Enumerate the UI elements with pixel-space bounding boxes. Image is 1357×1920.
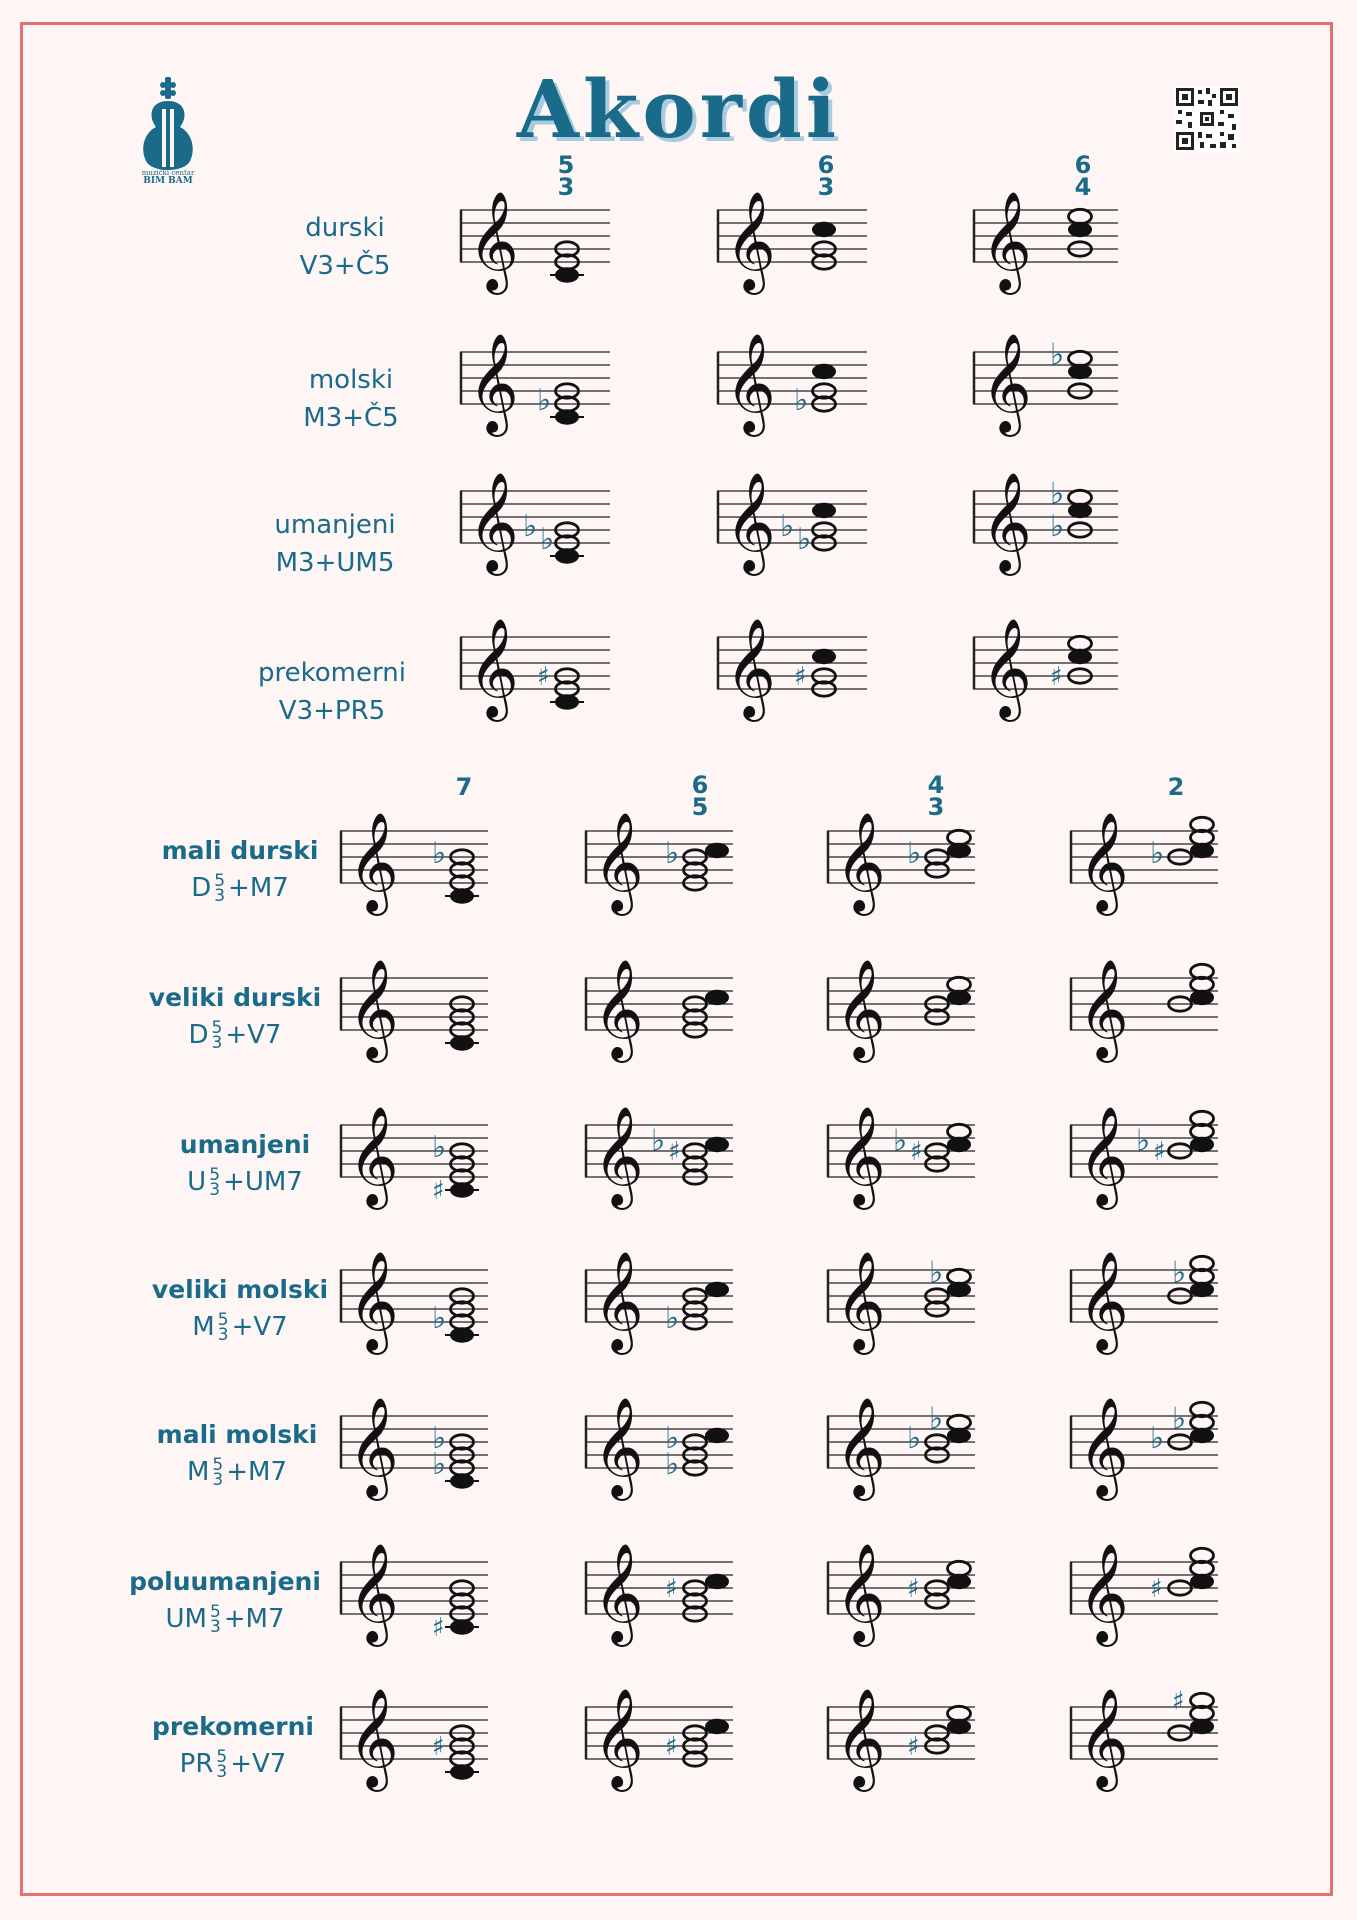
whole-note: [1069, 351, 1092, 365]
chord-staff: [585, 1647, 773, 1847]
treble-clef-icon: 𝄞: [348, 1688, 399, 1788]
flat-icon: ♭: [665, 1421, 680, 1456]
seventh-row-label: poluumanjeni UM 5 3 +M7: [129, 1567, 321, 1637]
treble-clef-icon: 𝄞: [348, 1251, 399, 1351]
sharp-icon: ♯: [665, 1574, 678, 1604]
sharp-icon: ♯: [432, 1176, 445, 1206]
flat-icon: ♭: [929, 1401, 944, 1437]
treble-clef-icon: 𝄞: [348, 959, 399, 1059]
flat-icon: ♭: [893, 1123, 908, 1159]
whole-note: [706, 843, 729, 857]
treble-clef-icon: 𝄞: [725, 333, 776, 433]
seventh-row-label: veliki durski D 5 3 +V7: [148, 983, 322, 1053]
flat-icon: ♭: [794, 383, 809, 418]
treble-clef-icon: 𝄞: [468, 333, 519, 433]
figure-label: 6 4: [1074, 151, 1092, 201]
seventh-row-label: mali molski M 5 3 +M7: [156, 1420, 318, 1490]
treble-clef-icon: 𝄞: [1078, 1106, 1129, 1206]
logo-line2: BIM BAM: [143, 176, 193, 187]
treble-clef-icon: 𝄞: [348, 1106, 399, 1206]
whole-note: [948, 1124, 971, 1138]
flat-icon: ♭: [1150, 1421, 1165, 1456]
treble-clef-icon: 𝄞: [981, 333, 1032, 433]
whole-note: [813, 503, 836, 517]
treble-clef-icon: 𝄞: [981, 191, 1032, 291]
qr-code-icon: [1174, 86, 1240, 152]
treble-clef-icon: 𝄞: [468, 618, 519, 718]
treble-clef-icon: 𝄞: [725, 618, 776, 718]
flat-icon: ♭: [1136, 1123, 1151, 1159]
whole-note: [948, 830, 971, 844]
treble-clef-icon: 𝄞: [468, 472, 519, 572]
treble-clef-icon: 𝄞: [1078, 1543, 1129, 1643]
treble-clef-icon: 𝄞: [348, 812, 399, 912]
treble-clef-icon: 𝄞: [593, 959, 644, 1059]
treble-clef-icon: 𝄞: [593, 1688, 644, 1788]
flat-icon: ♭: [432, 1130, 447, 1165]
sharp-icon: ♯: [910, 1137, 923, 1167]
flat-icon: ♭: [540, 522, 555, 557]
sharp-icon: ♯: [668, 1137, 681, 1167]
logo-text: [118, 170, 218, 187]
sharp-icon: ♯: [537, 662, 550, 692]
seventh-row-label: mali durski D 5 3 +M7: [161, 836, 319, 906]
flat-icon: ♭: [907, 1421, 922, 1456]
figure-label: 2: [1167, 773, 1185, 801]
triad-row-label: prekomerni V3+PR5: [258, 658, 406, 726]
treble-clef-icon: 𝄞: [1078, 959, 1129, 1059]
flat-icon: ♭: [432, 836, 447, 871]
treble-clef-icon: 𝄞: [835, 1688, 886, 1788]
page-title: Akordi: [516, 62, 841, 156]
flat-icon: ♭: [797, 522, 812, 557]
chord-staff: [717, 577, 907, 777]
whole-note: [948, 1269, 971, 1283]
figure-label: 6 3: [817, 151, 835, 201]
triad-row-label: durski V3+Č5: [299, 213, 391, 281]
treble-clef-icon: 𝄞: [835, 959, 886, 1059]
chord-staff: [1070, 1647, 1258, 1847]
treble-clef-icon: 𝄞: [1078, 1397, 1129, 1497]
treble-clef-icon: 𝄞: [835, 812, 886, 912]
whole-note: [706, 990, 729, 1004]
whole-note: [948, 1706, 971, 1720]
figure-label: 4 3: [927, 771, 945, 821]
flat-icon: ♭: [1050, 476, 1065, 512]
whole-note: [1069, 636, 1092, 650]
flat-icon: ♭: [432, 1421, 447, 1456]
treble-clef-icon: 𝄞: [981, 472, 1032, 572]
treble-clef-icon: 𝄞: [725, 191, 776, 291]
sharp-icon: ♯: [432, 1732, 445, 1762]
figure-label: 5 3: [557, 151, 575, 201]
treble-clef-icon: 𝄞: [593, 1543, 644, 1643]
flat-icon: ♭: [432, 1447, 447, 1482]
seventh-row-label: umanjeni U 5 3 +UM7: [179, 1130, 311, 1200]
sharp-icon: ♯: [794, 662, 807, 692]
treble-clef-icon: 𝄞: [1078, 1251, 1129, 1351]
treble-clef-icon: 𝄞: [593, 812, 644, 912]
seventh-row-label: prekomerni PR 5 3 +V7: [151, 1712, 314, 1782]
flat-icon: ♭: [1172, 1401, 1187, 1437]
chord-staff: [827, 1647, 1015, 1847]
flat-icon: ♭: [907, 836, 922, 871]
treble-clef-icon: 𝄞: [725, 472, 776, 572]
treble-clef-icon: 𝄞: [835, 1106, 886, 1206]
whole-note: [813, 649, 836, 663]
sharp-icon: ♯: [1050, 662, 1063, 692]
sharp-icon: ♯: [665, 1732, 678, 1762]
sharp-icon: ♯: [1153, 1137, 1166, 1167]
figure-label: 7: [455, 773, 473, 801]
figure-label: 6 5: [691, 771, 709, 821]
treble-clef-icon: 𝄞: [468, 191, 519, 291]
chord-staff: [340, 1647, 528, 1847]
whole-note: [948, 1415, 971, 1429]
sharp-icon: ♯: [1172, 1686, 1185, 1717]
flat-icon: ♭: [665, 1301, 680, 1336]
flat-icon: ♭: [665, 1447, 680, 1482]
flat-icon: ♭: [1050, 337, 1065, 373]
sharp-icon: ♯: [907, 1574, 920, 1604]
treble-clef-icon: 𝄞: [1078, 1688, 1129, 1788]
triad-row-label: molski M3+Č5: [303, 365, 399, 433]
sharp-icon: ♯: [1150, 1574, 1163, 1604]
seventh-row-label: veliki molski M 5 3 +V7: [151, 1275, 329, 1345]
whole-note: [813, 222, 836, 236]
treble-clef-icon: 𝄞: [981, 618, 1032, 718]
flat-icon: ♭: [665, 836, 680, 871]
treble-clef-icon: 𝄞: [1078, 812, 1129, 912]
treble-clef-icon: 𝄞: [593, 1106, 644, 1206]
logo-line1: muzički centar: [141, 169, 195, 177]
chord-staff: [973, 577, 1158, 777]
flat-icon: ♭: [523, 509, 538, 544]
treble-clef-icon: 𝄞: [835, 1543, 886, 1643]
whole-note: [1069, 209, 1092, 223]
whole-note: [706, 1719, 729, 1733]
triad-row-label: umanjeni M3+UM5: [274, 510, 396, 578]
flat-icon: ♭: [1050, 509, 1065, 544]
treble-clef-icon: 𝄞: [348, 1543, 399, 1643]
whole-note: [813, 364, 836, 378]
whole-note: [706, 1574, 729, 1588]
flat-icon: ♭: [537, 383, 552, 418]
whole-note: [706, 1428, 729, 1442]
whole-note: [1069, 490, 1092, 504]
whole-note: [706, 1137, 729, 1151]
flat-icon: ♭: [929, 1255, 944, 1291]
whole-note: [706, 1282, 729, 1296]
treble-clef-icon: 𝄞: [593, 1397, 644, 1497]
flat-icon: ♭: [1150, 836, 1165, 871]
whole-note: [948, 1561, 971, 1575]
treble-clef-icon: 𝄞: [835, 1251, 886, 1351]
sharp-icon: ♯: [432, 1613, 445, 1643]
flat-icon: ♭: [651, 1123, 666, 1159]
treble-clef-icon: 𝄞: [593, 1251, 644, 1351]
chord-staff: [460, 577, 650, 777]
flat-icon: ♭: [1172, 1255, 1187, 1291]
whole-note: [948, 977, 971, 991]
flat-icon: ♭: [432, 1301, 447, 1336]
treble-clef-icon: 𝄞: [835, 1397, 886, 1497]
flat-icon: ♭: [780, 509, 795, 544]
sharp-icon: ♯: [907, 1732, 920, 1762]
treble-clef-icon: 𝄞: [348, 1397, 399, 1497]
